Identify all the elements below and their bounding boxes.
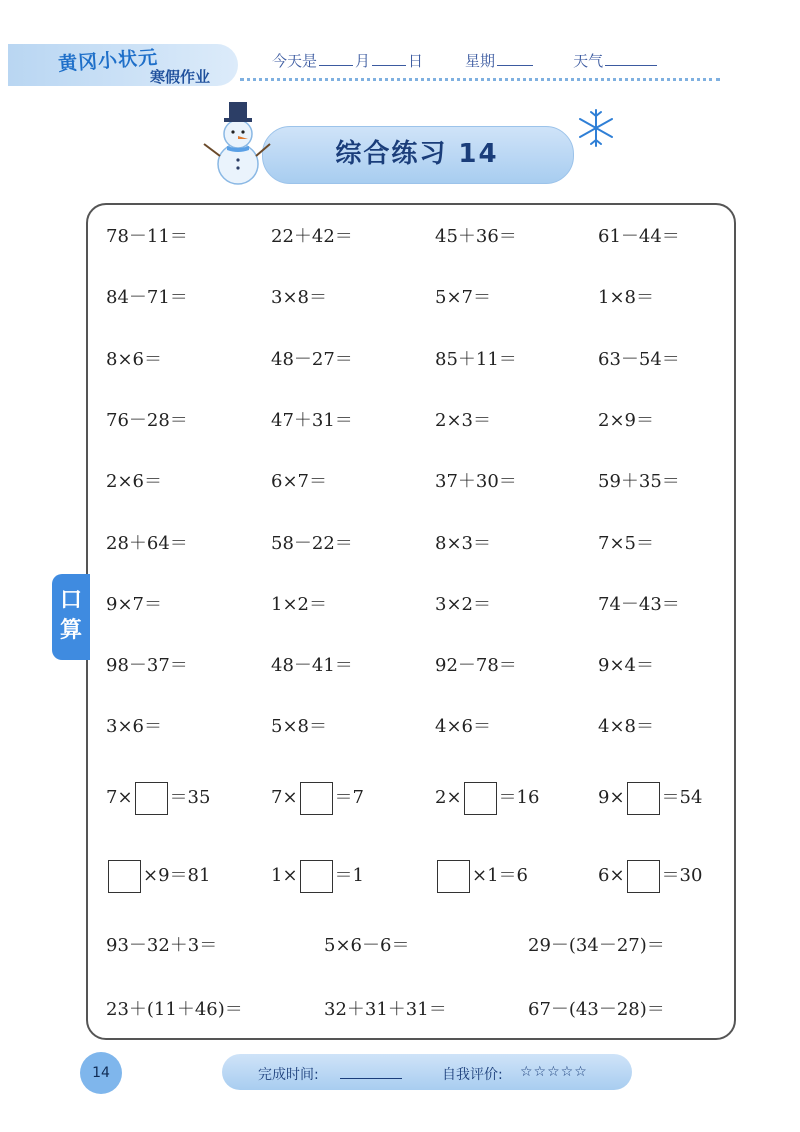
problem-item: 5×7＝ (435, 287, 491, 308)
problem-item: 7×5＝ (598, 533, 654, 554)
problem-item: 61－44＝ (598, 226, 680, 247)
day-blank[interactable] (372, 51, 406, 66)
answer-box[interactable] (108, 860, 141, 893)
answer-box[interactable] (300, 782, 333, 815)
side-tab-char-1: 口 (59, 588, 82, 613)
footer-bar (222, 1054, 632, 1090)
problem-item: 1×8＝ (598, 287, 654, 308)
answer-box[interactable] (627, 860, 660, 893)
problem-item: 48－27＝ (271, 349, 353, 370)
problem-item: 6×7＝ (271, 471, 327, 492)
page-title: 综合练习 14 (335, 139, 499, 169)
box-problem-item (271, 780, 364, 816)
problem-item: 47＋31＝ (271, 410, 353, 431)
mixed-problem-item: 32＋31＋31＝ (324, 999, 447, 1020)
month-label: 月 (355, 52, 371, 70)
side-tab-oral-calculation (52, 574, 90, 660)
header-divider (240, 78, 720, 81)
box-problem-suffix: ＝30 (661, 865, 703, 886)
problem-item: 76－28＝ (106, 410, 188, 431)
completion-time-label: 完成时间: (258, 1067, 319, 1083)
problem-item: 59＋35＝ (598, 471, 680, 492)
answer-box[interactable] (627, 782, 660, 815)
box-problem-item (106, 780, 210, 816)
weekday-blank[interactable] (497, 51, 533, 66)
mixed-problem-item: 67－(43－28)＝ (528, 999, 665, 1020)
box-problem-suffix: ＝7 (334, 787, 364, 808)
problem-item: 9×4＝ (598, 655, 654, 676)
problem-item: 28＋64＝ (106, 533, 188, 554)
box-problem-prefix: 7× (106, 787, 133, 808)
problem-item: 45＋36＝ (435, 226, 517, 247)
mixed-problem-item: 5×6－6＝ (324, 935, 410, 956)
box-problem-prefix: 1× (271, 865, 298, 886)
box-problem-suffix: ＝16 (498, 787, 540, 808)
box-problem-suffix: ×1＝6 (472, 865, 528, 886)
problem-item: 8×6＝ (106, 349, 162, 370)
box-problem-prefix: 7× (271, 787, 298, 808)
date-prefix: 今天是 (272, 52, 318, 70)
problem-item: 3×2＝ (435, 594, 491, 615)
box-problem-suffix: ×9＝81 (143, 865, 211, 886)
problem-item: 78－11＝ (106, 226, 188, 247)
problem-item: 98－37＝ (106, 655, 188, 676)
problem-item: 4×6＝ (435, 716, 491, 737)
box-problem-suffix: ＝35 (169, 787, 211, 808)
date-line (272, 50, 659, 71)
box-problem-item (435, 780, 539, 816)
box-problem-item (435, 858, 528, 894)
problem-item: 22＋42＝ (271, 226, 353, 247)
day-label: 日 (408, 52, 424, 70)
problem-item: 5×8＝ (271, 716, 327, 737)
answer-box[interactable] (437, 860, 470, 893)
problem-item: 3×8＝ (271, 287, 327, 308)
box-problem-suffix: ＝54 (661, 787, 703, 808)
box-problem-item (598, 858, 702, 894)
self-eval-label: 自我评价: (442, 1067, 503, 1083)
problem-item: 3×6＝ (106, 716, 162, 737)
snowflake-icon (576, 108, 616, 148)
box-problem-suffix: ＝1 (334, 865, 364, 886)
weather-blank[interactable] (605, 51, 657, 66)
brand-subtitle: 寒假作业 (150, 68, 211, 86)
box-problem-prefix: 2× (435, 787, 462, 808)
self-eval-stars[interactable]: ☆☆☆☆☆ (520, 1064, 588, 1080)
problem-item: 1×2＝ (271, 594, 327, 615)
problem-item: 2×6＝ (106, 471, 162, 492)
box-problem-item (598, 780, 702, 816)
problem-item: 48－41＝ (271, 655, 353, 676)
problem-item: 2×9＝ (598, 410, 654, 431)
problem-item: 63－54＝ (598, 349, 680, 370)
problem-item: 8×3＝ (435, 533, 491, 554)
box-problem-item (106, 858, 210, 894)
box-problem-prefix: 9× (598, 787, 625, 808)
problem-item: 85＋11＝ (435, 349, 517, 370)
problem-item: 2×3＝ (435, 410, 491, 431)
completion-time-blank[interactable] (340, 1078, 402, 1079)
answer-box[interactable] (300, 860, 333, 893)
snowman-icon (198, 100, 276, 188)
answer-box[interactable] (464, 782, 497, 815)
page-number: 14 (80, 1052, 122, 1094)
brand-name: 黄冈小状元 (57, 46, 159, 76)
problem-item: 9×7＝ (106, 594, 162, 615)
box-problem-item (271, 858, 364, 894)
problem-item: 4×8＝ (598, 716, 654, 737)
mixed-problem-item: 93－32＋3＝ (106, 935, 218, 956)
problem-item: 58－22＝ (271, 533, 353, 554)
exercise-panel (86, 203, 736, 1040)
month-blank[interactable] (319, 51, 353, 66)
problem-item: 37＋30＝ (435, 471, 517, 492)
mixed-problem-item: 29－(34－27)＝ (528, 935, 665, 956)
mixed-problem-item: 23＋(11＋46)＝ (106, 999, 243, 1020)
problem-item: 92－78＝ (435, 655, 517, 676)
problem-item: 74－43＝ (598, 594, 680, 615)
answer-box[interactable] (135, 782, 168, 815)
problem-item: 84－71＝ (106, 287, 188, 308)
weekday-label: 星期 (465, 52, 496, 70)
box-problem-prefix: 6× (598, 865, 625, 886)
weather-label: 天气 (573, 52, 604, 70)
side-tab-char-2: 算 (59, 618, 82, 643)
